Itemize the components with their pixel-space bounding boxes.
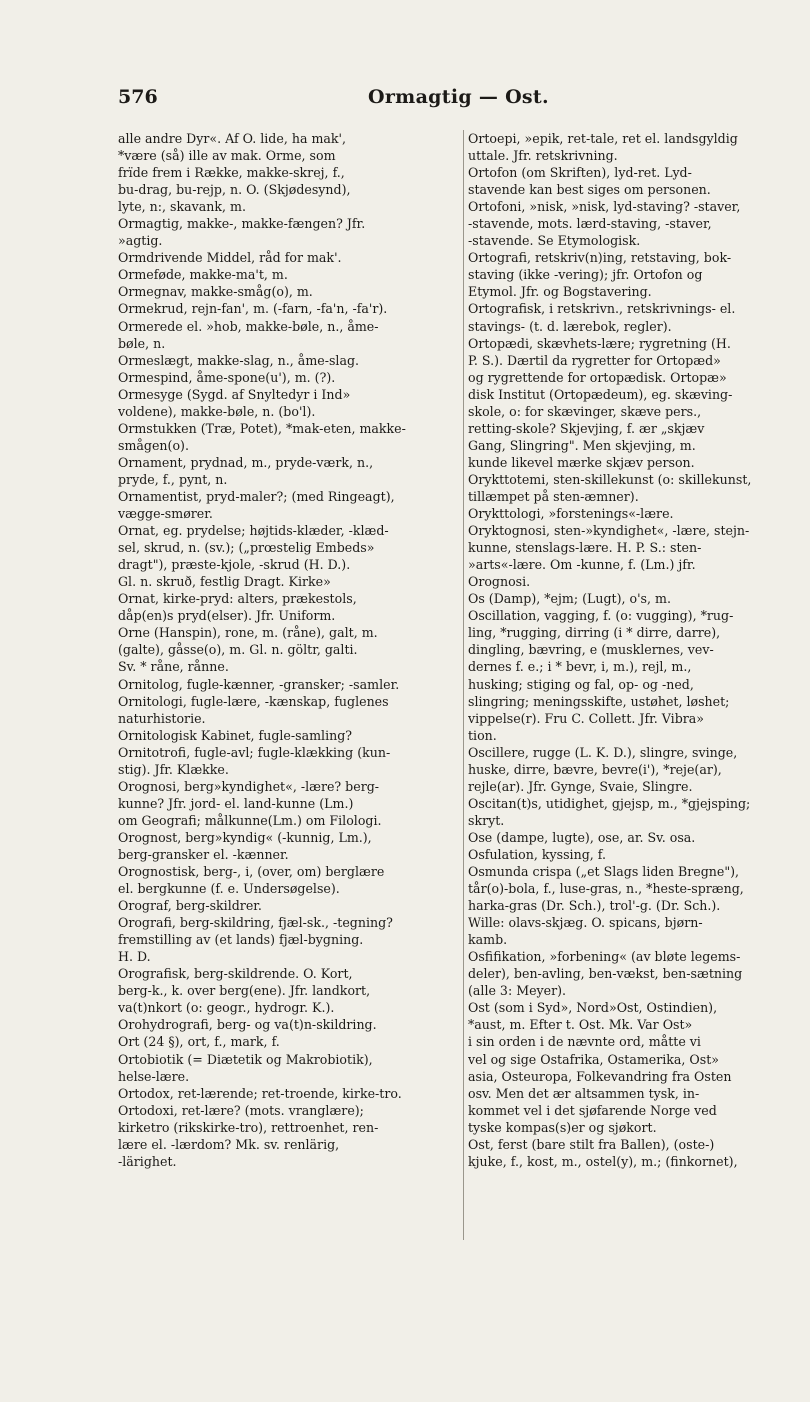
text-line: sel, skrud, n. (sv.); („prœstelig Embeds»: [118, 540, 375, 556]
text-line: bøle, n.: [118, 335, 166, 351]
text-line: dragt"), præste-kjole, -skrud (H. D.).: [118, 557, 351, 573]
text-line: Ortofon (om Skriften), lyd-ret. Lyd-: [468, 165, 692, 181]
text-line: Orognost, berg»kyndig« (-kunnig, Lm.),: [118, 829, 372, 845]
text-line: Orykttologi, »forstenings«-lære.: [468, 506, 674, 522]
text-line: Osfulation, kyssing, f.: [468, 846, 606, 862]
text-line: Ose (dampe, lugte), ose, ar. Sv. osa.: [468, 829, 696, 845]
text-line: Ost, ferst (bare stilt fra Ballen), (oste-): [468, 1136, 715, 1152]
text-line: Ormeføde, makke-ma't, m.: [118, 267, 288, 283]
text-line: huske, dirre, bævre, bevre(i'), *reje(ar),: [468, 761, 722, 777]
text-line: vel og sige Ostafrika, Ostamerika, Ost»: [468, 1051, 719, 1067]
text-line: frïde frem i Række, makke-skrej, f.,: [118, 165, 345, 181]
text-line: osv. Men det ær altsammen tysk, in-: [468, 1085, 700, 1101]
text-line: stig). Jfr. Klække.: [118, 761, 229, 777]
text-line: Ormdrivende Middel, råd for mak'.: [118, 250, 342, 266]
text-line: Ortodox, ret-lærende; ret-troende, kirke-tro.: [118, 1085, 402, 1101]
text-line: Orykttotemi, sten-skillekunst (o: skillekunst,: [468, 471, 752, 487]
text-line: harka-gras (Dr. Sch.), trol'-g. (Dr. Sch.).: [468, 898, 721, 914]
text-line: skole, o: for skævinger, skæve pers.,: [468, 403, 702, 419]
text-line: i sin orden i de nævnte ord, måtte vi: [468, 1034, 701, 1050]
text-line: Ormegnav, makke-småg(o), m.: [118, 284, 313, 300]
left-column: [118, 130, 460, 1170]
text-line: Ormekrud, rejn-fan', m. (-farn, -fa'n, -fa'r).: [118, 301, 388, 317]
text-line: Oscitan(t)s, utidighet, gjejsp, m., *gjejsping;: [468, 795, 751, 811]
text-line: P. S.). Dærtil da rygretter for Ortopæd»: [468, 352, 721, 368]
text-line: Ornamentist, pryd-maler?; (med Ringeagt),: [118, 488, 395, 504]
text-line: Ornitolog, fugle-kænner, -gransker; -samler.: [118, 676, 400, 692]
text-line: »agtig.: [118, 233, 163, 249]
text-line: *være (så) ille av mak. Orme, som: [118, 148, 336, 164]
text-line: (alle 3: Meyer).: [468, 983, 567, 999]
text-line: vippelse(r). Fru C. Collett. Jfr. Vibra»: [468, 710, 704, 726]
text-line: Ornitologi, fugle-lære, -kænskap, fuglenes: [118, 693, 389, 709]
text-line: Oscillere, rugge (L. K. D.), slingre, svinge,: [468, 744, 738, 760]
text-line: Ortodoxi, ret-lære? (mots. vranglære);: [118, 1102, 364, 1118]
text-line: lære el. -lærdom? Mk. sv. renlärig,: [118, 1136, 340, 1152]
text-line: va(t)nkort (o: geogr., hydrogr. K.).: [118, 1000, 335, 1016]
text-line: Ornament, prydnad, m., pryde-værk, n.,: [118, 454, 374, 470]
text-line: Ornat, kirke-pryd: alters, prækestols,: [118, 591, 357, 607]
text-line: Ortografi, retskriv(n)ing, retstaving, bok-: [468, 250, 732, 266]
text-line: kirketro (rikskirke-tro), rettroenhet, ren-: [118, 1119, 379, 1135]
text-line: skryt.: [468, 812, 505, 828]
text-line: Ortopædi, skævhets-lære; rygretning (H.: [468, 335, 731, 351]
text-line: berg-k., k. over berg(ene). Jfr. landkort,: [118, 983, 371, 999]
text-line: Sv. * råne, rånne.: [118, 659, 229, 675]
text-line: slingring; meningsskifte, ustøhet, løshet;: [468, 693, 730, 709]
text-line: Ornitologisk Kabinet, fugle-samling?: [118, 727, 353, 743]
text-line: voldene), makke-bøle, n. (bo'l).: [118, 403, 316, 419]
text-line: tion.: [468, 727, 497, 743]
text-line: Ornitotrofi, fugle-avl; fugle-klækking (kun-: [118, 744, 391, 760]
text-line: Gl. n. skruð, festlig Dragt. Kirke»: [118, 574, 331, 590]
text-line: Ort (24 §), ort, f., mark, f.: [118, 1034, 280, 1050]
text-line: Orne (Hanspin), rone, m. (råne), galt, m.: [118, 625, 378, 641]
text-line: -lärighet.: [118, 1153, 177, 1169]
text-line: lyte, n:, skavank, m.: [118, 199, 246, 215]
text-line: naturhistorie.: [118, 710, 206, 726]
text-line: (galte), gåsse(o), m. Gl. n. göltr, galti.: [118, 642, 358, 658]
text-line: *aust, m. Efter t. Ost. Mk. Var Ost»: [468, 1017, 693, 1033]
text-line: kamb.: [468, 932, 508, 948]
page-header: [118, 86, 798, 116]
text-line: uttale. Jfr. retskrivning.: [468, 148, 618, 164]
text-line: fremstilling av (et lands) fjæl-bygning.: [118, 932, 364, 948]
text-line: smågen(o).: [118, 437, 189, 453]
text-line: deler), ben-avling, ben-vækst, ben-sætning: [468, 966, 743, 982]
text-line: Gang, Slingring". Men skjevjing, m.: [468, 437, 696, 453]
text-line: tyske kompas(s)er og sjøkort.: [468, 1119, 657, 1135]
text-line: alle andre Dyr«. Af O. lide, ha mak',: [118, 131, 346, 146]
text-line: el. bergkunne (f. e. Undersøgelse).: [118, 881, 340, 897]
text-line: tår(o)-bola, f., luse-gras, n., *heste-spræng,: [468, 881, 744, 897]
text-line: kunne, stenslags-lære. H. P. S.: sten-: [468, 540, 702, 556]
text-line: Oryktognosi, sten-»kyndighet«, -lære, stejn-: [468, 523, 750, 539]
text-line: -stavende. Se Etymologisk.: [468, 233, 641, 249]
text-line: om Geografi; målkunne(Lm.) om Filologi.: [118, 812, 382, 828]
text-line: retting-skole? Skjevjing, f. ær „skjæv: [468, 420, 705, 436]
text-line: Wille: olavs-skjæg. O. spicans, bjørn-: [468, 915, 703, 931]
text-line: stavende kan best siges om personen.: [468, 182, 711, 198]
text-line: staving (ikke -vering); jfr. Ortofon og: [468, 267, 703, 283]
text-line: kjuke, f., kost, m., ostel(y), m.; (finkornet),: [468, 1153, 738, 1169]
text-line: rejle(ar). Jfr. Gynge, Svaie, Slingre.: [468, 778, 693, 794]
text-line: dåp(en)s pryd(elser). Jfr. Uniform.: [118, 608, 336, 624]
text-line: Ortobiotik (= Diætetik og Makrobiotik),: [118, 1051, 373, 1067]
text-line: Ormagtig, makke-, makke-fængen? Jfr.: [118, 216, 366, 232]
text-line: pryde, f., pynt, n.: [118, 471, 228, 487]
text-line: berg-gransker el. -kænner.: [118, 846, 289, 862]
text-line: Ost (som i Syd», Nord»Ost, Ostindien),: [468, 1000, 718, 1016]
running-head: Ormagtig — Ost.: [368, 86, 549, 108]
text-line: ling, *rugging, dirring (i * dirre, darre),: [468, 625, 721, 641]
text-line: Orognostisk, berg-, i, (over, om) berglære: [118, 864, 385, 880]
text-line: Ormesyge (Sygd. af Snyltedyr i Ind»: [118, 386, 351, 402]
text-line: Orognosi, berg»kyndighet«, -lære? berg-: [118, 778, 380, 794]
text-line: asia, Osteuropa, Folkevandring fra Osten: [468, 1068, 732, 1084]
page-number: 576: [118, 86, 158, 108]
text-line: Ormstukken (Træ, Potet), *mak-eten, makke-: [118, 420, 406, 436]
text-line: Orohydrografi, berg- og va(t)n-skildring.: [118, 1017, 377, 1033]
text-line: helse-lære.: [118, 1068, 190, 1084]
text-line: Orografisk, berg-skildrende. O. Kort,: [118, 966, 353, 982]
text-line: bu-drag, bu-rejp, n. O. (Skjødesynd),: [118, 182, 351, 198]
text-line: Orografi, berg-skildring, fjæl-sk., -tegning?: [118, 915, 393, 931]
text-line: dernes f. e.; i * bevr, i, m.), rejl, m.,: [468, 659, 692, 675]
text-line: Ormerede el. »hob, makke-bøle, n., åme-: [118, 318, 379, 334]
text-line: stavings- (t. d. lærebok, regler).: [468, 318, 672, 334]
text-line: Etymol. Jfr. og Bogstavering.: [468, 284, 652, 300]
text-line: Osmunda crispa („et Slags liden Bregne"),: [468, 864, 740, 880]
text-line: kunde likevel mærke skjæv person.: [468, 454, 695, 470]
right-column: [468, 130, 810, 1170]
text-line: tillæmpet på sten-æmner).: [468, 488, 639, 504]
text-line: og rygrettende for ortopædisk. Ortopæ»: [468, 369, 727, 385]
text-line: H. D.: [118, 949, 151, 965]
text-line: Os (Damp), *ejm; (Lugt), o's, m.: [468, 591, 671, 607]
text-line: -stavende, mots. lærd-staving, -staver,: [468, 216, 712, 232]
text-line: Orograf, berg-skildrer.: [118, 898, 262, 914]
text-line: Ortofoni, »nisk, »nisk, lyd-staving? -staver,: [468, 199, 741, 215]
text-line: disk Institut (Ortopædeum), eg. skæving-: [468, 386, 733, 402]
text-line: Ortografisk, i retskrivn., retskrivnings- el.: [468, 301, 736, 317]
text-line: Orognosi.: [468, 574, 531, 590]
text-line: Ornat, eg. prydelse; højtids-klæder, -klæd-: [118, 523, 389, 539]
text-line: Oscillation, vagging, f. (o: vugging), *rug-: [468, 608, 734, 624]
text-line: Ormeslægt, makke-slag, n., åme-slag.: [118, 352, 360, 368]
text-line: Ormespind, åme-spone(u'), m. (?).: [118, 369, 336, 385]
text-line: Ortoepi, »epik, ret-tale, ret el. landsgyldig: [468, 131, 738, 146]
text-line: »arts«-lære. Om -kunne, f. (Lm.) jfr.: [468, 557, 696, 573]
column-divider: [463, 130, 464, 1240]
text-line: kunne? Jfr. jord- el. land-kunne (Lm.): [118, 795, 354, 811]
text-line: kommet vel i det sjøfarende Norge ved: [468, 1102, 717, 1118]
text-line: vægge-smører.: [118, 506, 213, 522]
text-line: husking; stiging og fal, op- og -ned,: [468, 676, 694, 692]
text-line: Osfifikation, »forbening« (av bløte legems-: [468, 949, 741, 965]
text-line: dingling, bævring, e (musklernes, vev-: [468, 642, 714, 658]
